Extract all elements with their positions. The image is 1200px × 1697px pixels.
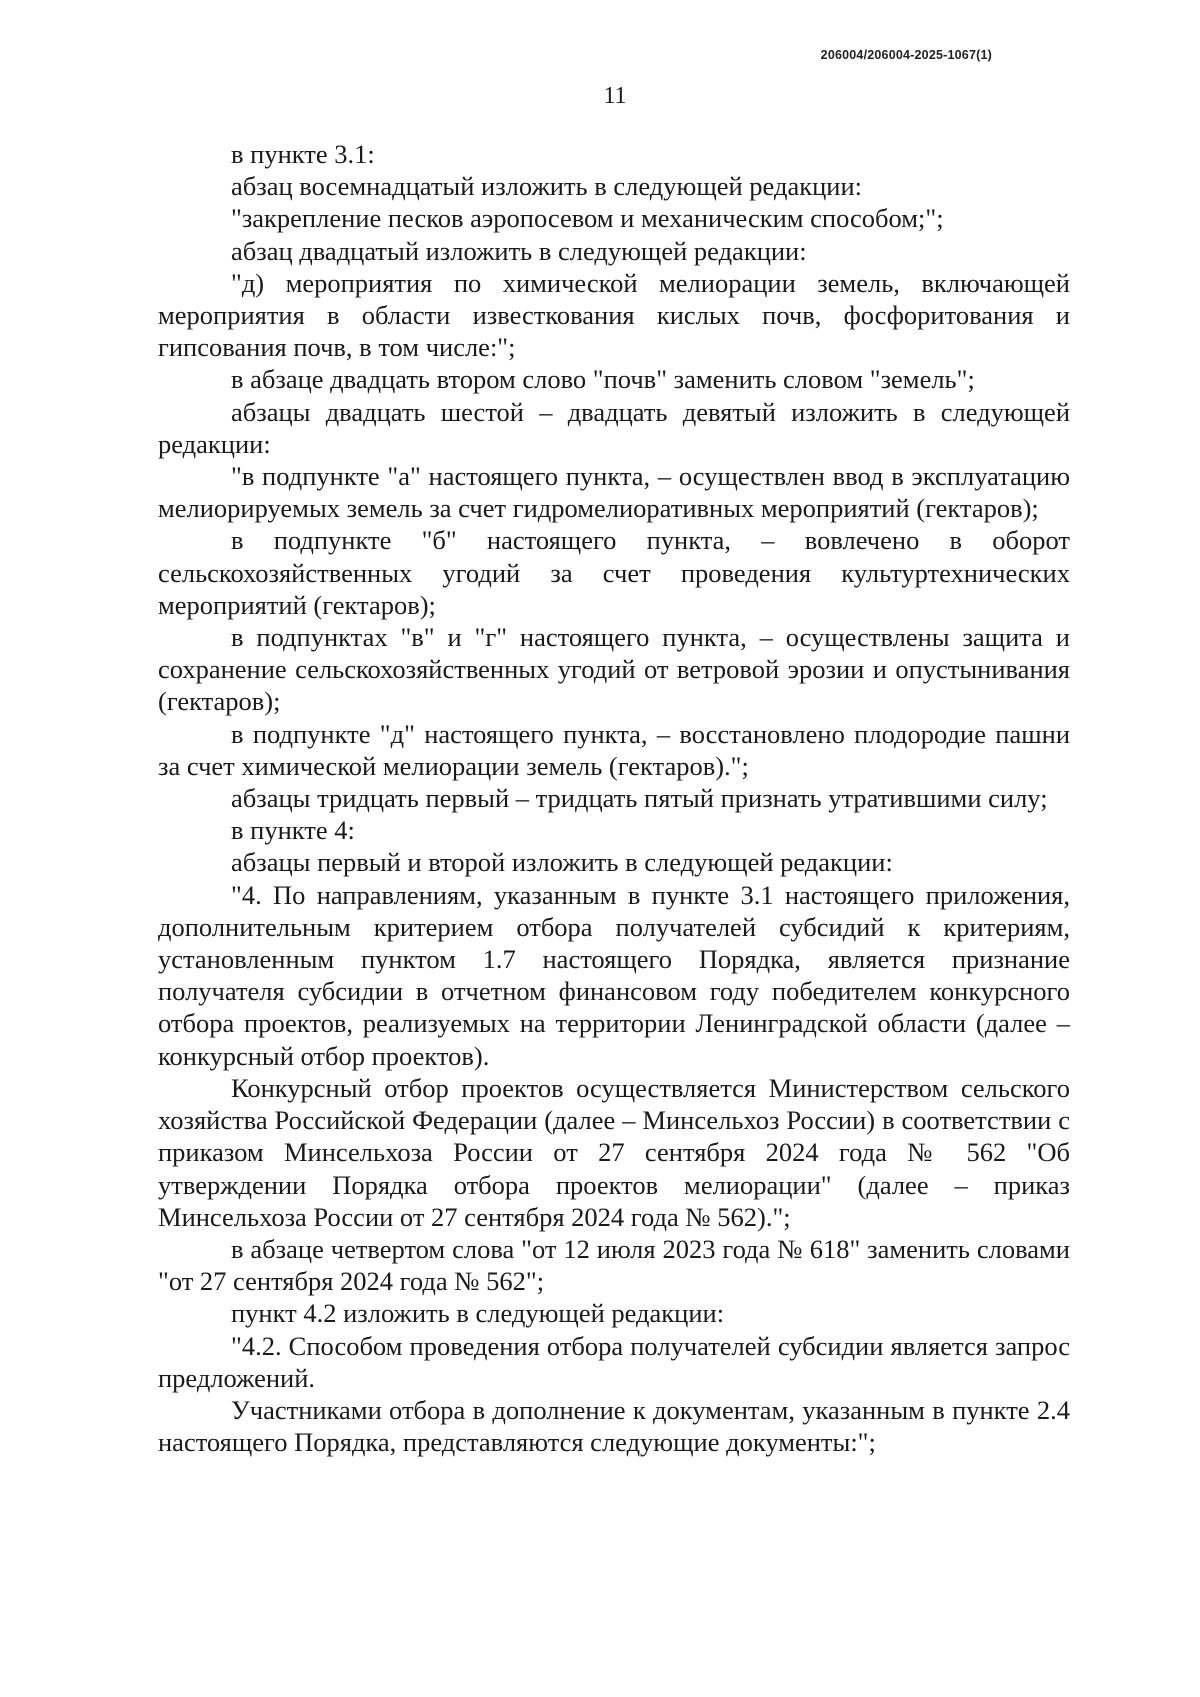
paragraph: абзацы двадцать шестой – двадцать девятый изложить в следующей редакции: (158, 396, 1070, 459)
paragraph: в абзаце четвертом слова "от 12 июля 2023 года № 618" заменить словами "от 27 сентября 2024 года № 562"; (158, 1233, 1070, 1297)
paragraph: "4.2. Способом проведения отбора получателей субсидии является запрос предложений. (158, 1330, 1070, 1393)
page-number: 11 (603, 83, 627, 109)
paragraph: в подпунктах "в" и "г" настоящего пункта, – осуществлены защита и сохранение сельскохозяйственных угодий от ветровой эрозии и опустынивания (гектаров); (158, 622, 1070, 717)
paragraph: пункт 4.2 изложить в следующей редакции: (231, 1298, 725, 1329)
paragraph: абзац восемнадцатый изложить в следующей редакции: (231, 171, 862, 202)
paragraph: в подпункте "д" настоящего пункта, – восстановлено плодородие пашни за счет химической мелиорации земель (гектаров)."; (158, 718, 1070, 781)
paragraph: в подпункте "б" настоящего пункта, – вовлечено в оборот сельскохозяйственных угодий за счет проведения культуртехнических мероприятий (гектаров); (158, 525, 1070, 620)
document-body (158, 138, 1070, 1458)
paragraph: абзацы первый и второй изложить в следующей редакции: (231, 847, 893, 878)
paragraph: "закрепление песков аэропосевом и механическим способом;"; (231, 203, 944, 234)
paragraph: Конкурсный отбор проектов осуществляется Министерством сельского хозяйства Российской Федерации (далее – Минсельхоз России) в соответствии с приказом Минсельхоза России от 27 сентября 2024 года № 562 "Об утверждении Порядка отбора проектов мелиорации" (далее – приказ Минсельхоза России от 27 сентября 2024 года № 562)."; (158, 1072, 1070, 1232)
paragraph: "д) мероприятия по химической мелиорации земель, включающей мероприятия в области известкования кислых почв, фосфоритования и гипсования почв, в том числе:"; (158, 267, 1070, 363)
paragraph: "4. По направлениям, указанным в пункте 3.1 настоящего приложения, дополнительным критерием отбора получателей субсидий к критериям, установленным пунктом 1.7 настоящего Порядка, является признание получателя субсидии в отчетном финансовом году победителем конкурсного отбора проектов, реализуемых на территории Ленинградской области (далее – конкурсный отбор проектов). (158, 879, 1070, 1071)
paragraph: в пункте 4: (231, 815, 355, 846)
paragraph: "в подпункте "а" настоящего пункта, – осуществлен ввод в эксплуатацию мелиорируемых земель за счет гидромелиоративных мероприятий (гектаров); (158, 461, 1070, 524)
paragraph: Участниками отбора в дополнение к документам, указанным в пункте 2.4 настоящего Порядка, представляются следующие документы:"; (158, 1394, 1070, 1458)
paragraph: абзац двадцатый изложить в следующей редакции: (231, 235, 807, 266)
paragraph: абзацы тридцать первый – тридцать пятый признать утратившими силу; (231, 783, 1048, 814)
paragraph: в абзаце двадцать втором слово "почв" заменить словом "земель"; (231, 364, 975, 395)
paragraph: в пункте 3.1: (231, 139, 375, 169)
document-id: 206004/206004-2025-1067(1) (820, 48, 992, 62)
